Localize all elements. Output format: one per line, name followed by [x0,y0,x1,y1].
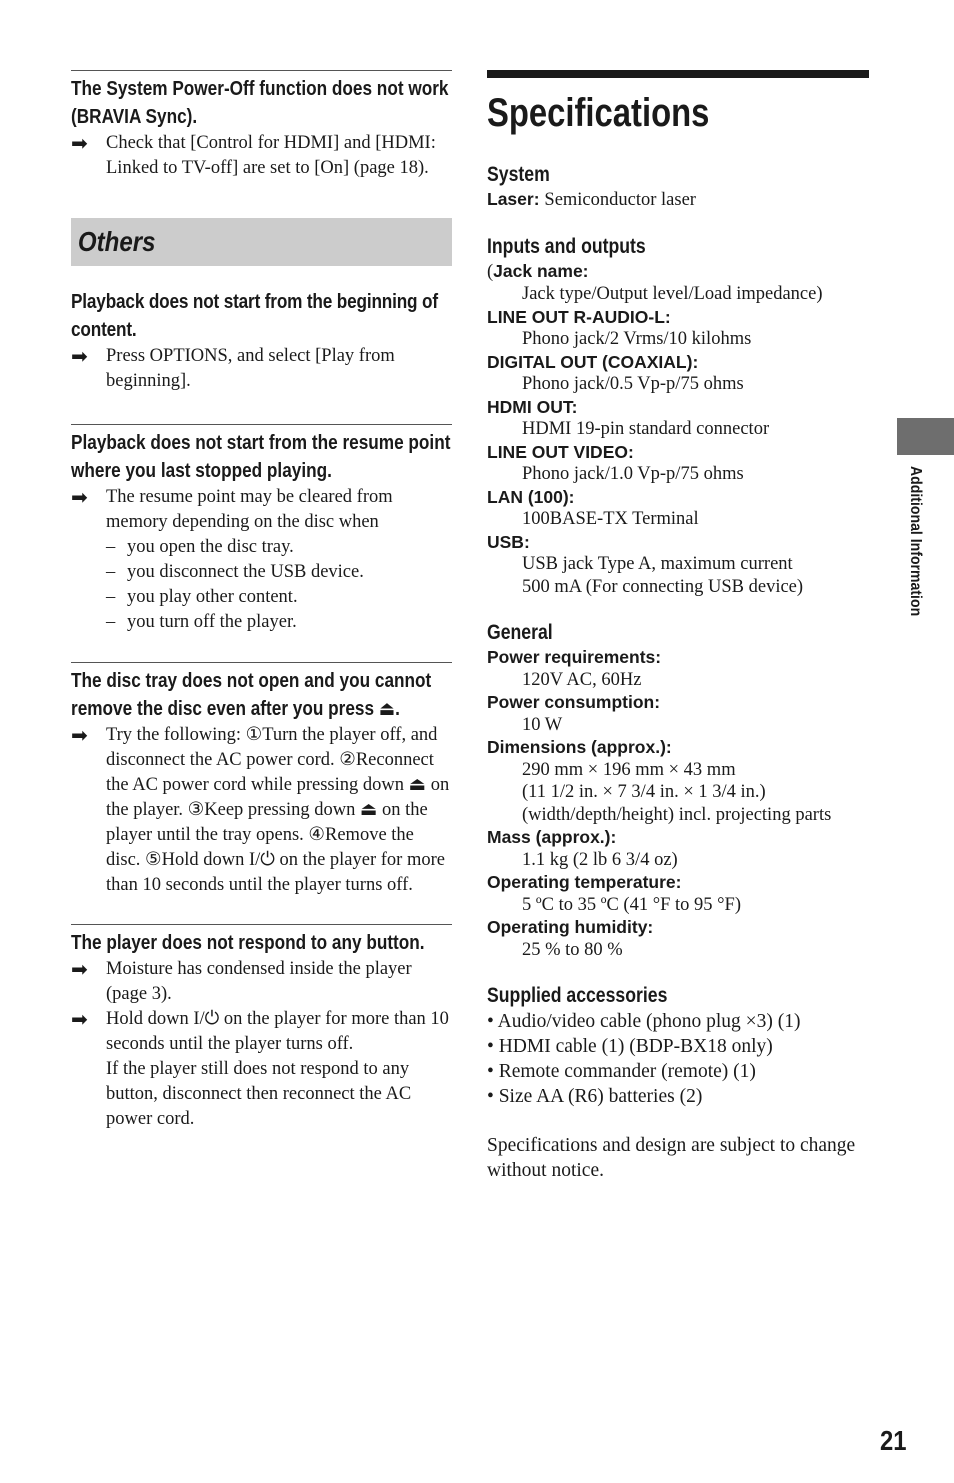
arrow-right-icon: ➡ [71,131,88,155]
trouble-disc-tray [71,662,452,898]
trouble-resume-point [71,424,452,635]
spec-value: Phono jack/1.0 Vp-p/75 ohms [522,464,744,484]
spec-label: LINE OUT VIDEO: [487,441,634,462]
solution-text: Check that [Control for HDMI] and [HDMI: Linked to TV-off] are set to [On] (page 18). [106,133,436,178]
trouble-playback-beginning [71,288,452,394]
spec-value: 100BASE-TX Terminal [522,509,699,529]
arrow-right-icon: ➡ [71,344,88,368]
list-item: • Audio/video cable (phono plug ×3) (1) [487,1011,801,1032]
spec-note: Specifications and design are subject to change without notice. [487,1135,856,1181]
spec-label: USB: [487,531,530,552]
page-title: Specifications [487,91,710,135]
chapter-side-label: Additional Information [907,466,924,617]
section-title: Others [77,226,156,257]
spec-label: LAN (100): [487,486,575,507]
solution-text: Press OPTIONS, and select [Play from beginning]. [106,346,395,391]
solution-text-continued: If the player still does not respond to any button, disconnect then reconnect the AC power cord. [106,1059,412,1129]
right-column [487,70,869,1183]
solution-item [71,485,452,535]
spec-label: Operating humidity: [487,917,654,937]
spec-value: 120V AC, 60Hz [522,669,642,690]
spec-value: HDMI 19-pin standard connector [522,419,770,439]
trouble-heading: The System Power-Off function does not work (BRAVIA Sync). [71,78,449,128]
solution-item [71,723,452,898]
spec-value: 500 mA (For connecting USB device) [522,576,804,597]
solution-text: Try the following: ①Turn the player off, and disconnect the AC power cord. ②Reconnect the AC power cord while pressing down ⏏ on the player. ③Keep pressing down ⏏ on the player until the tray opens. ④Remove the disc. ⑤Hold down I/⏻ on the player for more than 10 seconds until the player turns off. [106,725,450,895]
spec-heading-io: Inputs and outputs [487,234,646,258]
list-item: • Remote commander (remote) (1) [487,1061,756,1082]
spec-heading-general: General [487,621,553,644]
spec-label: Power requirements: [487,647,662,667]
solution-item [71,131,452,181]
spec-value: (width/depth/height) incl. projecting parts [522,804,832,825]
spec-jack-name: (Jack name: [487,260,589,282]
arrow-right-icon: ➡ [71,485,88,509]
spec-label: Dimensions (approx.): [487,737,672,757]
left-column [71,70,452,1132]
list-item: • Size AA (R6) batteries (2) [487,1086,703,1107]
trouble-heading: The player does not respond to any button. [71,932,425,954]
spec-value: Phono jack/0.5 Vp-p/75 ohms [522,374,744,394]
trouble-heading: The disc tray does not open and you cannot remove the disc even after you press ⏏. [71,670,432,720]
spec-jack-value: Jack type/Output level/Load impedance) [522,284,823,304]
spec-value: 1.1 kg (2 lb 6 3/4 oz) [522,849,678,870]
solution-item [71,1007,452,1057]
solution-text: Moisture has condensed inside the player (page 3). [106,959,412,1004]
section-header-others [71,218,452,266]
spec-value: (11 1/2 in. × 7 3/4 in. × 1 3/4 in.) [522,782,766,802]
title-rule [487,70,869,78]
spec-heading-accessories: Supplied accessories [487,984,668,1007]
spec-value: USB jack Type A, maximum current [522,554,793,574]
list-item: • HDMI cable (1) (BDP-BX18 only) [487,1036,773,1057]
spec-label: HDMI OUT: [487,396,578,417]
solution-text: The resume point may be cleared from memory depending on the disc when [106,487,393,532]
spec-value: 25 % to 80 % [522,939,623,960]
solution-item [71,344,452,394]
spec-value: Phono jack/2 Vrms/10 kilohms [522,329,752,349]
spec-value: 10 W [522,714,563,735]
spec-value: 290 mm × 196 mm × 43 mm [522,759,736,780]
arrow-right-icon: ➡ [71,1007,88,1031]
list-item: – you disconnect the USB device. [106,562,364,582]
list-item: – you play other content. [106,587,298,607]
arrow-right-icon: ➡ [71,957,88,981]
solution-item [71,957,452,1007]
list-item: – you turn off the player. [106,612,297,632]
spec-label: DIGITAL OUT (COAXIAL): [487,351,699,372]
spec-value: 5 ºC to 35 ºC (41 °F to 95 °F) [522,894,742,915]
spec-label: Operating temperature: [487,872,682,892]
spec-laser: Laser: Semiconductor laser [487,189,696,210]
list-item: – you open the disc tray. [106,537,294,557]
trouble-heading: Playback does not start from the resume point where you last stopped playing. [71,432,451,482]
spec-label: Power consumption: [487,692,661,712]
trouble-heading: Playback does not start from the beginning of content. [71,291,438,341]
spec-label: LINE OUT R-AUDIO-L: [487,306,671,327]
trouble-power-off [71,70,452,181]
page-number: 21 [880,1425,907,1456]
arrow-right-icon: ➡ [71,723,88,747]
trouble-no-response [71,924,452,1132]
solution-text: Hold down I/⏻ on the player for more than 10 seconds until the player turns off. [106,1009,449,1054]
spec-heading-system: System [487,163,550,186]
spec-label: Mass (approx.): [487,827,617,847]
chapter-tab-marker [897,418,954,455]
